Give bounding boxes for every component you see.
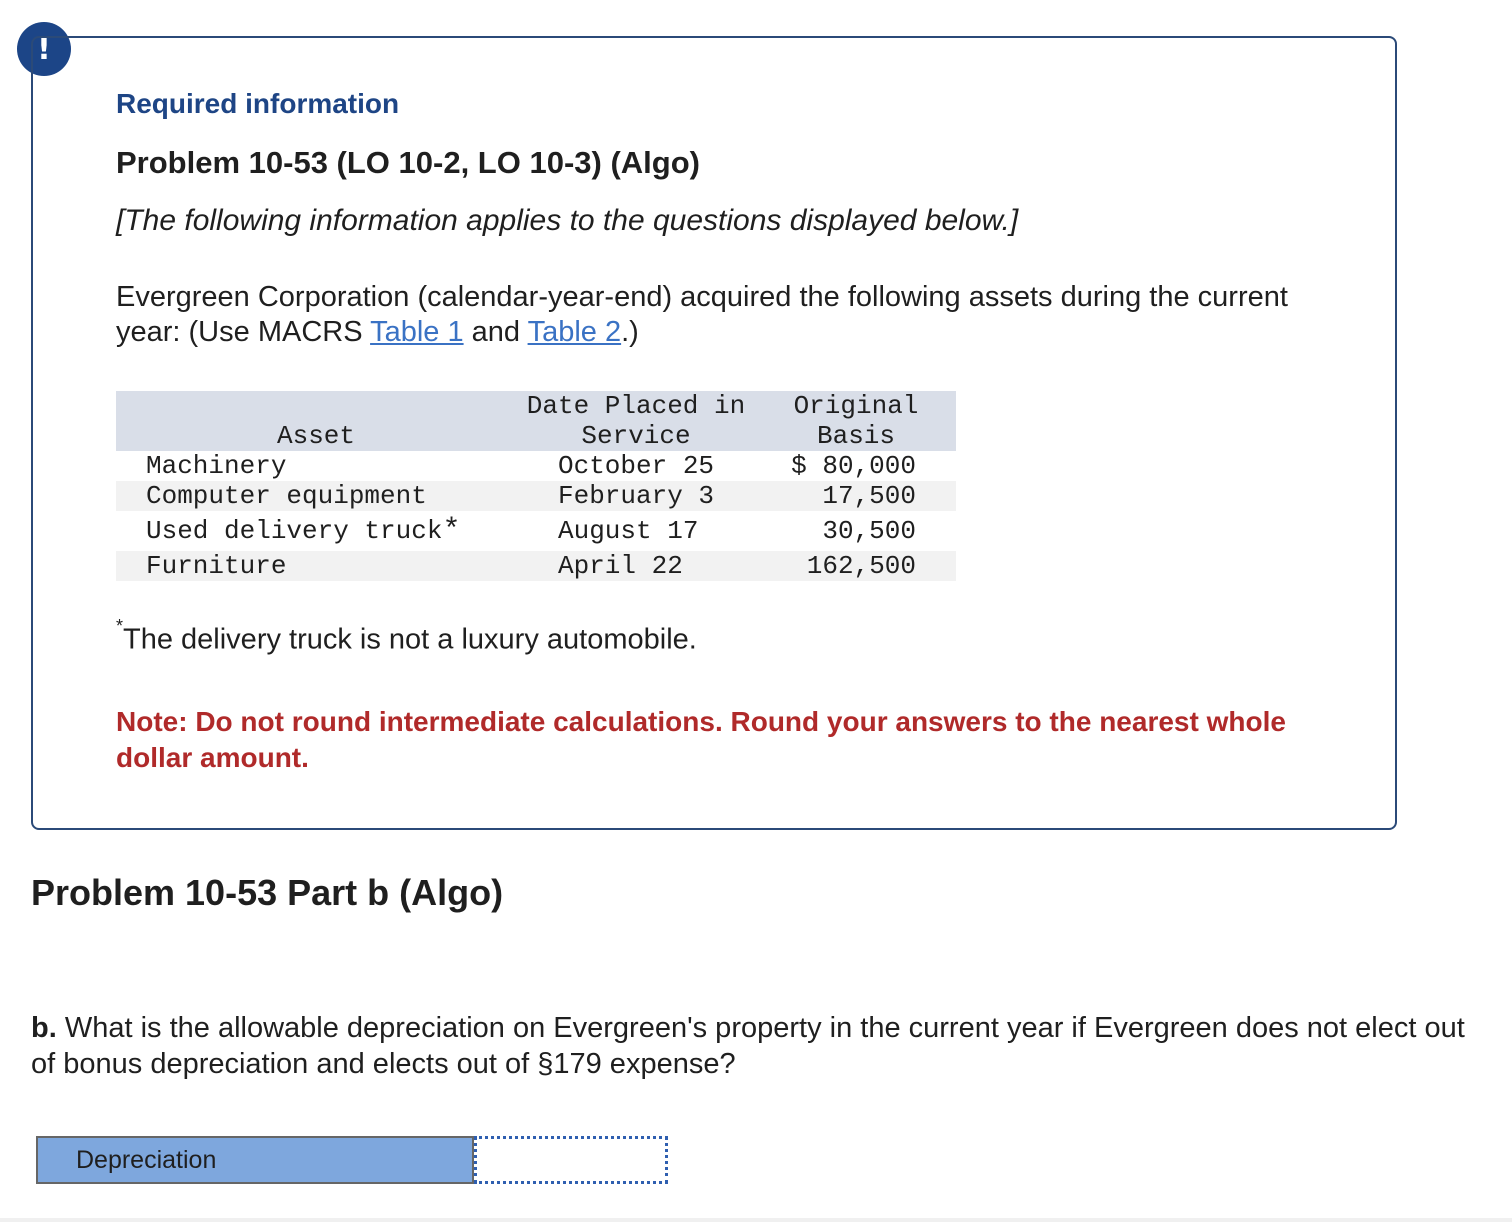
original-basis: 162,500 <box>806 551 916 581</box>
original-basis: $ 80,000 <box>791 451 916 481</box>
date-placed: October 25 <box>558 451 715 481</box>
asset-table <box>116 391 956 581</box>
asset-name: Used delivery truck* <box>146 514 461 548</box>
header-date-placed: Date Placed in Service <box>526 391 746 451</box>
asset-table-header <box>116 391 956 451</box>
original-basis: 30,500 <box>822 516 916 546</box>
scenario-text: Evergreen Corporation (calendar-year-end) acquired the following assets during the current year: (Use MACRS Table 1 and Table 2.) <box>116 281 1288 348</box>
divider <box>0 1218 1512 1222</box>
table-row <box>116 451 956 481</box>
footnote-asterisk: * <box>442 514 461 548</box>
required-information-heading: Required information <box>116 88 400 119</box>
table-row <box>116 511 956 551</box>
question-text: b. What is the allowable depreciation on Evergreen's property in the current year if Evergreen does not elect out of bonus depreciation and elects out of §179 expense? <box>31 1012 1465 1080</box>
table-row <box>116 481 956 511</box>
macrs-table-1-link[interactable]: Table 1 <box>370 316 464 348</box>
original-basis: 17,500 <box>822 481 916 511</box>
asset-name: Computer equipment <box>146 481 427 511</box>
header-original-basis: Original Basis <box>793 391 919 451</box>
part-title: Problem 10-53 Part b (Algo) <box>31 872 504 913</box>
header-asset: Asset <box>276 421 355 451</box>
problem-title: Problem 10-53 (LO 10-2, LO 10-3) (Algo) <box>116 145 700 180</box>
footnote: *The delivery truck is not a luxury automobile. <box>116 616 697 656</box>
asset-name: Furniture <box>146 551 287 581</box>
date-placed: August 17 <box>558 516 699 546</box>
table-row <box>116 551 956 581</box>
answer-row <box>36 1136 668 1184</box>
depreciation-input[interactable] <box>474 1136 668 1184</box>
rounding-note: Note: Do not round intermediate calculations. Round your answers to the nearest whole dollar amount. <box>116 706 1286 773</box>
date-placed: April 22 <box>558 551 683 581</box>
asset-name: Machinery <box>146 451 287 481</box>
alert-exclamation-icon: ! <box>17 22 71 76</box>
date-placed: February 3 <box>558 481 715 511</box>
depreciation-label: Depreciation <box>36 1136 474 1184</box>
intro-note: [The following information applies to the questions displayed below.] <box>116 204 1019 237</box>
macrs-table-2-link[interactable]: Table 2 <box>527 316 622 348</box>
